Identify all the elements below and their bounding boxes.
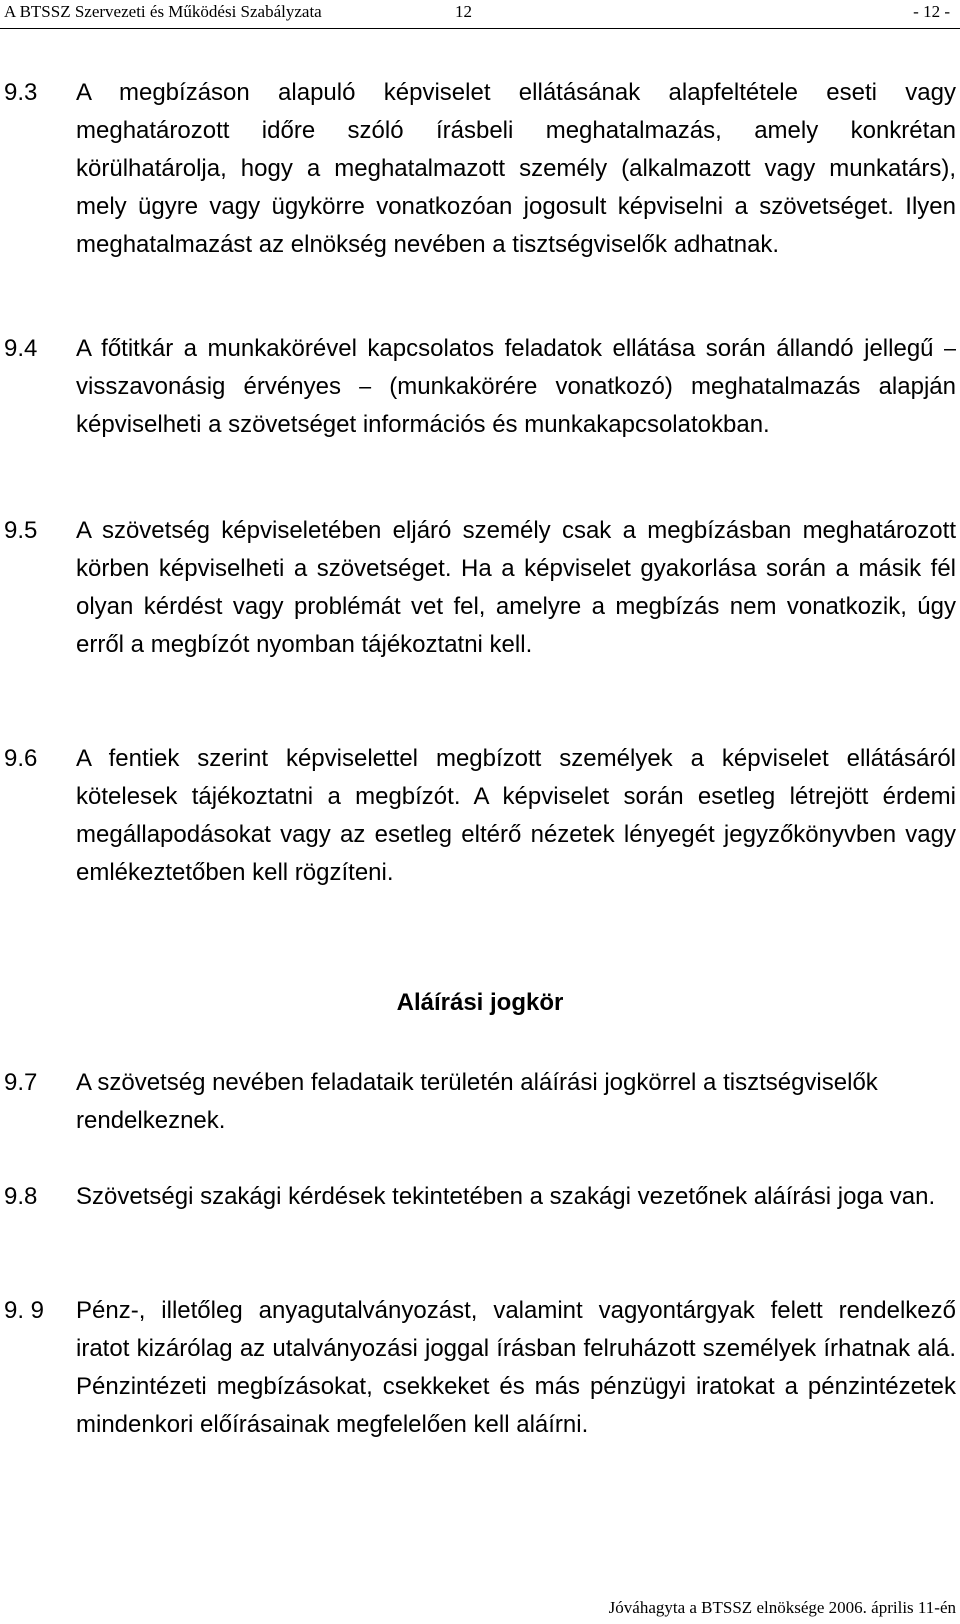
section-heading: Aláírási jogkör	[396, 989, 564, 1016]
page-number-label: - 12 -	[913, 2, 950, 21]
paragraph-number: 9.4	[4, 335, 38, 362]
page-header	[0, 0, 960, 29]
paragraph-text: A fentiek szerint képviselettel megbízott személyek a képviselet ellátásáról kötelesek tájékoztatni a megbízót. A képviselet során esetleg létrejött érdemi megállapodásokat vagy az esetleg eltérő nézetek lényegét jegyzőkönyvben vagy emlékeztetőben kell rögzíteni.	[76, 745, 956, 886]
paragraph-number: 9.8	[4, 1183, 38, 1210]
document-title: A BTSSZ Szervezeti és Működési Szabályzata	[4, 2, 322, 21]
paragraph-text: A megbízáson alapuló képviselet ellátásának alapfeltétele eseti vagy meghatározott időre szóló írásbeli meghatalmazás, amely konkrétan körülhatárolja, hogy a meghatalmazott személy (alkalmazott vagy munkatárs), mely ügyre vagy ügykörre vonatkozóan jogosult képviselni a szövetséget. Ilyen meghatalmazást az elnökség nevében a tisztségviselők adhatnak.	[76, 79, 956, 258]
paragraph-number: 9.3	[4, 79, 38, 106]
paragraph-number: 9.7	[4, 1069, 38, 1096]
paragraph-number: 9.6	[4, 745, 38, 772]
paragraph-text: A szövetség nevében feladataik területén aláírási jogkörrel a tisztségviselők rendelkeznek.	[76, 1069, 878, 1134]
paragraph-text: Pénz-, illetőleg anyagutalványozást, valamint vagyontárgyak felett rendelkező iratot kizárólag az utalványozási joggal írásban felruházott személyek írhatnak alá. Pénzintézeti megbízásokat, csekkeket és más pénzügyi iratokat a pénzintézetek mindenkori előírásainak megfelelően kell aláírni.	[76, 1297, 956, 1438]
paragraph-text: A főtitkár a munkakörével kapcsolatos feladatok ellátása során állandó jellegű ⎯ visszavonásig érvényes ⎯ (munkakörére vonatkozó) meghatalmazás alapján képviselheti a szövetséget információs és munkakapcsolatokban.	[76, 335, 956, 438]
page-number: 12	[455, 2, 472, 21]
paragraph-text: Szövetségi szakági kérdések tekintetében a szakági vezetőnek aláírási joga van.	[76, 1183, 936, 1210]
approval-footer: Jóváhagyta a BTSSZ elnöksége 2006. április 11-én	[608, 1598, 956, 1617]
paragraph-number: 9.5	[4, 517, 38, 544]
paragraph-text: A szövetség képviseletében eljáró személy csak a megbízásban meghatározott körben képviselheti a szövetséget. Ha a képviselet gyakorlása során a másik fél olyan kérdést vagy problémát vet fel, amelyre a megbízás nem vonatkozik, úgy erről a megbízót nyomban tájékoztatni kell.	[76, 517, 956, 658]
paragraph-number: 9. 9	[4, 1297, 45, 1324]
